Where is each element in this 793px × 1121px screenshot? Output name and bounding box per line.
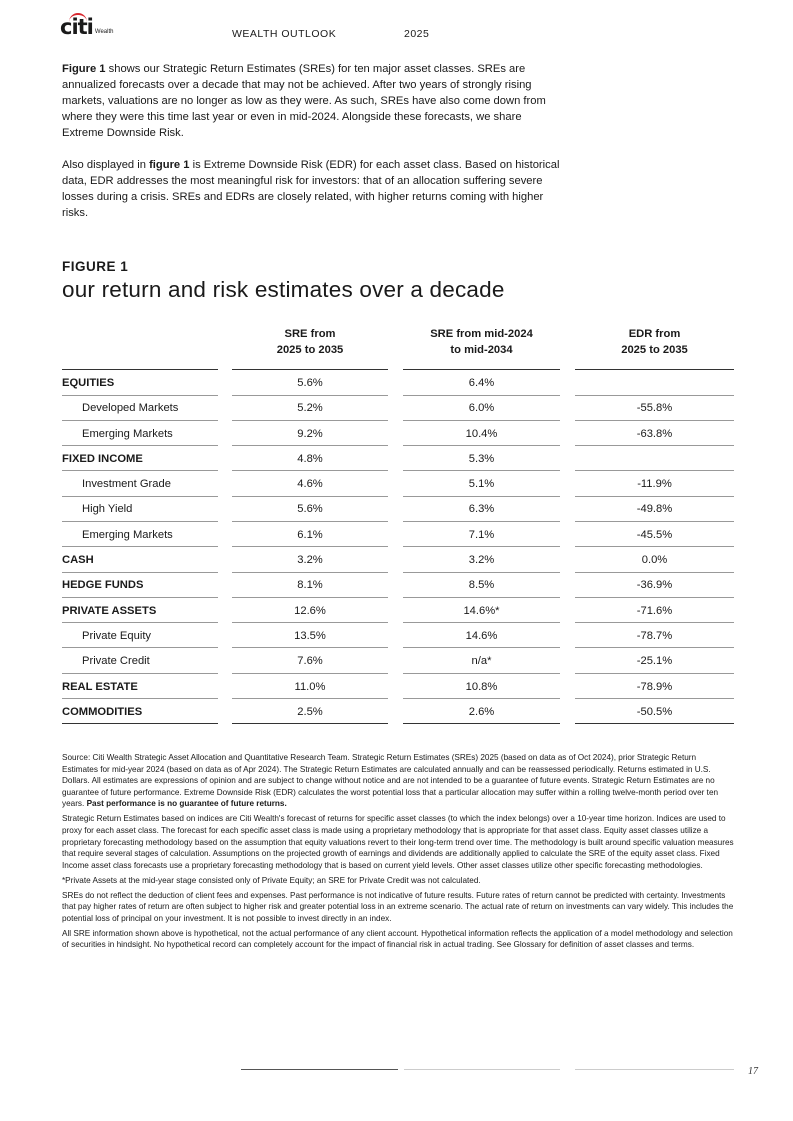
row-label: High Yield	[62, 496, 218, 522]
edr-value: -49.8%	[575, 496, 734, 522]
sre-mid-value: 6.3%	[403, 496, 560, 522]
intro-paragraph-1	[62, 61, 564, 141]
header-edr-2025-line2: 2025 to 2035	[621, 344, 688, 356]
sre-value: 3.2%	[232, 547, 388, 573]
header-sre-2025-line1: SRE from	[284, 328, 336, 340]
sre-mid-value: 5.1%	[403, 471, 560, 497]
table-row	[62, 598, 734, 623]
table-row	[62, 421, 734, 446]
edr-value: -55.8%	[575, 395, 734, 421]
table-row	[62, 370, 734, 395]
sre-value: 11.0%	[232, 674, 388, 700]
methodology-note: Strategic Return Estimates based on indices are Citi Wealth's forecast of returns for specific asset classes (to which the index belongs) over a 10-year time horizon. Indices are used to proxy for each asset class. The forecast for each specific asset class is made using a proprietary methodology that is appropriate for that asset class. Equity asset classes utilize a proprietary forecasting methodology based on the assumption that equity valuations revert to their long-term trend over time. The methodology is built around specific valuation measures that require several stages of calculation. Assumptions on the projected growth of earnings and dividends are additionally applied to calculate the SRE of the equity asset class. Fixed Income asset class forecasts use a proprietary forecasting methodology that is based on current yield levels. Other asset classes utilize other specific forecasting methodologies.	[62, 814, 734, 870]
fees-note: SREs do not reflect the deduction of client fees and expenses. Past performance is not indicative of future results. Future rates of return cannot be predicted with certainty. Investments that pay higher rates of return are often subject to higher risk and greater potential loss in an extreme scenario. The actual rate of return on investments can vary widely. This includes the potential loss of principal on your investment. It is not possible to invest directly in an index.	[62, 890, 734, 923]
logo-subtitle: Wealth	[94, 29, 114, 35]
sre-mid-value: 5.3%	[403, 446, 560, 472]
private-assets-note: *Private Assets at the mid-year stage consisted only of Private Equity; an SRE for Private Credit was not calculated.	[62, 875, 481, 885]
intro-p2-text: is Extreme Downside Risk (EDR) for each asset class. Based on historical data, EDR addresses the most meaningful risk for investors: that of an allocation suffering severe losses during a crisis. SREs and EDRs are closely related, with higher returns coming with higher risks.	[62, 159, 560, 219]
footer-rule	[575, 1069, 734, 1070]
edr-value: -50.5%	[575, 699, 734, 725]
footer-rule	[404, 1069, 560, 1070]
row-label: Investment Grade	[62, 471, 218, 497]
past-performance-disclaimer: Past performance is no guarantee of future returns.	[86, 799, 287, 809]
edr-value: -36.9%	[575, 572, 734, 598]
header-year: 2025	[404, 28, 430, 40]
row-label: CASH	[62, 547, 218, 573]
source-note-text: Source: Citi Wealth Strategic Asset Allocation and Quantitative Research Team. Strategic Return Estimates (SREs) 2025 (based on data as of Oct 2024), prior Strategic Return Estimates for mid-year 2024 (based on data as of Apr 2024). The Strategic Return Estimates are calculated annually and can be reassessed periodically. Returns estimated in U.S. Dollars. All estimates are expressions of opinion and are subject to change without notice and are not intended to be a guarantee of future events. Strategic Return Estimates are no guarantee of future performance. Extreme Downside Risk (EDR) calculates the worst potential loss that a particular allocation may suffer within a rolling twelve-month period over ten years.	[62, 753, 719, 809]
sre-value: 4.8%	[232, 446, 388, 472]
table-row	[62, 471, 734, 496]
edr-value: -25.1%	[575, 648, 734, 674]
estimates-table	[62, 320, 734, 724]
sre-mid-value: n/a*	[403, 648, 560, 674]
sre-mid-value: 14.6%	[403, 623, 560, 649]
sre-value: 5.6%	[232, 496, 388, 522]
header-sre-mid2024-line1: SRE from mid-2024	[430, 328, 533, 340]
citi-wealth-logo	[60, 16, 113, 38]
sre-mid-value: 6.4%	[403, 370, 560, 396]
edr-value: -78.9%	[575, 674, 734, 700]
footer-rule	[241, 1069, 398, 1070]
table-row	[62, 674, 734, 699]
sre-value: 13.5%	[232, 623, 388, 649]
header-sre-mid2024	[403, 326, 560, 358]
hypothetical-note: All SRE information shown above is hypothetical, not the actual performance of any client account. Hypothetical information reflects the application of a model methodology and selection of securities in hindsight. No hypothetical record can completely account for the impact of financial risk in actual trading. See Glossary for definition of asset classes and terms.	[62, 928, 733, 950]
sre-mid-value: 6.0%	[403, 395, 560, 421]
sre-value: 8.1%	[232, 572, 388, 598]
row-label: Private Equity	[62, 623, 218, 649]
sre-value: 4.6%	[232, 471, 388, 497]
edr-value	[575, 370, 734, 396]
source-note	[62, 752, 734, 810]
table-row	[62, 572, 734, 597]
header-sre-mid2024-line2: to mid-2034	[450, 344, 513, 356]
table-row	[62, 522, 734, 547]
footnotes	[62, 752, 734, 954]
sre-mid-value: 8.5%	[403, 572, 560, 598]
row-label: REAL ESTATE	[62, 674, 218, 700]
intro-p2-pre: Also displayed in	[62, 159, 150, 171]
figure-label: FIGURE 1	[62, 259, 129, 274]
sre-value: 5.2%	[232, 395, 388, 421]
table-header	[62, 320, 734, 370]
header-edr-2025-line1: EDR from	[628, 328, 681, 340]
header-title: WEALTH OUTLOOK	[232, 28, 337, 40]
sre-mid-value: 2.6%	[403, 699, 560, 725]
citi-logo-mark: citi	[60, 15, 93, 39]
row-label: Developed Markets	[62, 395, 218, 421]
edr-value	[575, 446, 734, 472]
edr-value: -78.7%	[575, 623, 734, 649]
sre-value: 7.6%	[232, 648, 388, 674]
sre-value: 6.1%	[232, 522, 388, 548]
sre-value: 2.5%	[232, 699, 388, 725]
table-row	[62, 623, 734, 648]
row-label: Private Credit	[62, 648, 218, 674]
edr-value: -11.9%	[575, 471, 734, 497]
sre-value: 5.6%	[232, 370, 388, 396]
sre-mid-value: 3.2%	[403, 547, 560, 573]
row-label: COMMODITIES	[62, 699, 218, 725]
row-label: Emerging Markets	[62, 522, 218, 548]
header-sre-2025-line2: 2025 to 2035	[276, 344, 344, 356]
row-label: FIXED INCOME	[62, 446, 218, 472]
intro-paragraph-2	[62, 157, 564, 221]
edr-value: 0.0%	[575, 547, 734, 573]
sre-value: 9.2%	[232, 421, 388, 447]
figure-title: our return and risk estimates over a decade	[62, 277, 505, 302]
table-row	[62, 395, 734, 420]
row-label: Emerging Markets	[62, 421, 218, 447]
header-edr-2025	[575, 326, 734, 358]
sre-value: 12.6%	[232, 598, 388, 624]
intro-p1-text: shows our Strategic Return Estimates (SREs) for ten major asset classes. SREs are annualized forecasts over a decade that may not be achieved. After two years of strongly rising markets, valuations are no longer as low as they were. As such, SREs have also come down from where they were this time last year or even in mid-2024. Alongside these forecasts, we share Extreme Downside Risk.	[62, 63, 546, 139]
table-row	[62, 699, 734, 724]
figure-ref-2: figure 1	[149, 159, 190, 171]
figure-ref: Figure 1	[62, 63, 106, 75]
sre-mid-value: 14.6%*	[403, 598, 560, 624]
header-sre-2025	[232, 326, 388, 358]
table-row	[62, 446, 734, 471]
edr-value: -71.6%	[575, 598, 734, 624]
table-row	[62, 496, 734, 521]
row-label: EQUITIES	[62, 370, 218, 396]
page-number: 17	[748, 1066, 758, 1077]
sre-mid-value: 10.4%	[403, 421, 560, 447]
edr-value: -63.8%	[575, 421, 734, 447]
row-label: HEDGE FUNDS	[62, 572, 218, 598]
row-label: PRIVATE ASSETS	[62, 598, 218, 624]
table-row	[62, 547, 734, 572]
table-row	[62, 648, 734, 673]
sre-mid-value: 7.1%	[403, 522, 560, 548]
sre-mid-value: 10.8%	[403, 674, 560, 700]
edr-value: -45.5%	[575, 522, 734, 548]
